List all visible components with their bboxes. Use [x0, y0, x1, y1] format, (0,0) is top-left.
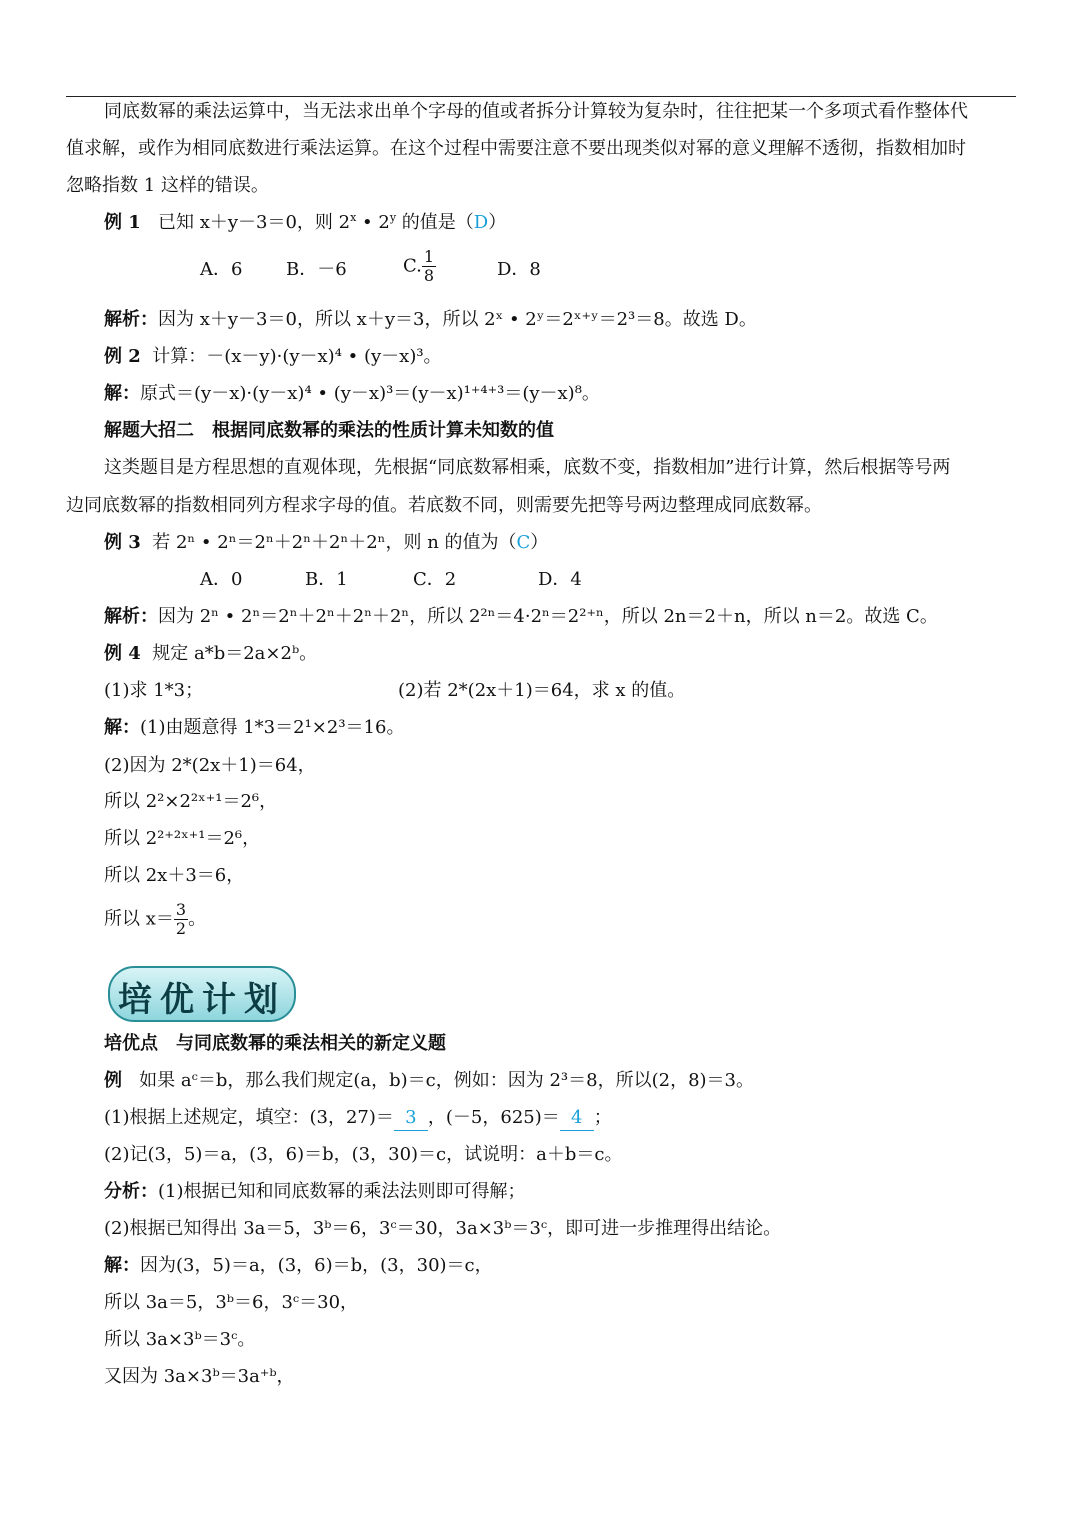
peiyou-solution-2: 所以 3a＝5，3ᵇ＝6，3ᶜ＝30，	[104, 1292, 359, 1313]
peiyou-heading: 培优点 与同底数幂的乘法相关的新定义题	[104, 1033, 446, 1054]
example-1-answer: D	[473, 212, 489, 233]
question-text-mid: ，(－5，625)＝	[427, 1107, 560, 1128]
solution-text: 因为(3，5)＝a，(3，6)＝b，(3，30)＝c，	[140, 1255, 493, 1276]
solution-text-end: 。	[188, 908, 207, 930]
solution-text: 因为 x＋y－3＝0，所以 x＋y＝3，所以 2ˣ • 2ʸ＝2ˣ⁺ʸ＝2³＝8。故选 D。	[158, 309, 757, 330]
example-3-question	[104, 531, 548, 555]
intro-line-2: 值求解，或作为相同底数进行乘法运算。在这个过程中需要注意不要出现类似对幂的意义理解不透彻，指数相加时	[66, 138, 966, 159]
peiyou-solution-4: 又因为 3a×3ᵇ＝3a⁺ᵇ，	[104, 1366, 295, 1387]
example-1-text: 已知 x＋y－3＝0，则 2	[157, 212, 351, 233]
example-4-solution-2: (2)因为 2*(2x＋1)＝64，	[104, 755, 316, 776]
solution-label: 解析：	[104, 606, 158, 627]
example-1-option-c	[403, 248, 436, 285]
peiyou-example-text: 如果 aᶜ＝b，那么我们规定(a，b)＝c，例如：因为 2³＝8，所以(2，8)＝3。	[139, 1070, 754, 1091]
example-2-solution	[104, 382, 600, 406]
example-3-label: 例 3	[104, 532, 141, 553]
example-3-text-end: ）	[530, 532, 549, 553]
peiyou-analysis-1	[104, 1180, 526, 1204]
example-3-option-a: A．0	[200, 569, 243, 590]
solution-label: 解：	[104, 1255, 140, 1276]
solution-label: 解：	[104, 383, 140, 404]
solution-text: 原式＝(y－x)·(y－x)⁴ • (y－x)³＝(y－x)¹⁺⁴⁺³＝(y－x)⁸。	[140, 383, 600, 404]
example-4-solution-3: 所以 2²×2²ˣ⁺¹＝2⁶，	[104, 791, 278, 812]
example-2-question	[104, 345, 442, 369]
example-1-solution	[104, 308, 757, 332]
example-1-text-end: ）	[488, 212, 507, 233]
example-1-option-c-label: C.	[403, 255, 422, 277]
example-2-label: 例 2	[104, 346, 141, 367]
method-2-line-2: 边同底数幂的指数相同列方程求字母的值。若底数不同，则需要先把等号两边整理成同底数幂。	[66, 495, 822, 516]
peiyou-banner-text: 培优计划	[118, 980, 286, 1020]
example-4-solution-1	[104, 716, 404, 740]
example-1-option-b: B．－6	[286, 259, 347, 280]
example-4-part-1: (1)求 1*3；	[104, 680, 204, 701]
peiyou-example	[104, 1069, 754, 1093]
solution-label: 解：	[104, 717, 140, 738]
example-4-text: 规定 a*b＝2a×2ᵇ。	[152, 643, 318, 664]
peiyou-banner	[108, 966, 296, 1022]
example-4-solution-5: 所以 2x＋3＝6，	[104, 865, 245, 886]
fraction-three-halves	[174, 901, 188, 938]
solution-text: 因为 2ⁿ • 2ⁿ＝2ⁿ＋2ⁿ＋2ⁿ＋2ⁿ，所以 2²ⁿ＝4·2ⁿ＝2²⁺ⁿ，所以 2n＝2＋n，所以 n＝2。故选 C。	[158, 606, 938, 627]
solution-text: (1)由题意得 1*3＝2¹×2³＝16。	[140, 717, 405, 738]
example-3-solution	[104, 605, 938, 629]
peiyou-solution-3: 所以 3a×3ᵇ＝3ᶜ。	[104, 1329, 256, 1350]
example-3-text: 若 2ⁿ • 2ⁿ＝2ⁿ＋2ⁿ＋2ⁿ＋2ⁿ，则 n 的值为（	[152, 532, 517, 553]
peiyou-question-2: (2)记(3，5)＝a，(3，6)＝b，(3，30)＝c，试说明：a＋b＝c。	[104, 1144, 623, 1165]
answer-blank-2: 4	[560, 1106, 594, 1131]
fraction-numerator: 1	[423, 247, 435, 266]
fraction-denominator: 8	[423, 266, 435, 285]
example-1-option-d: D．8	[497, 259, 541, 280]
solution-text: 所以 x＝	[104, 908, 174, 930]
fraction-one-eighth	[422, 248, 436, 285]
peiyou-solution-1	[104, 1254, 493, 1278]
peiyou-example-label: 例	[104, 1070, 122, 1091]
solution-label: 解析：	[104, 309, 158, 330]
answer-blank-1: 3	[394, 1106, 428, 1131]
example-1-question: 例 1 已知 x＋y－3＝0，则 2$^x$ • 2$^y$ 的值是（D）	[104, 211, 507, 233]
example-3-option-d: D．4	[538, 569, 582, 590]
peiyou-question-1	[104, 1106, 612, 1131]
example-2-text: 计算：－(x－y)·(y－x)⁴ • (y－x)³。	[152, 346, 442, 367]
method-2-heading: 解题大招二 根据同底数幂的乘法的性质计算未知数的值	[104, 420, 554, 441]
example-1-text-post: 的值是（	[396, 212, 474, 233]
example-3-answer: C	[516, 532, 531, 553]
example-4-solution-4: 所以 2²⁺²ˣ⁺¹＝2⁶，	[104, 828, 261, 849]
analysis-label: 分析：	[104, 1181, 158, 1202]
question-text: (1)根据上述规定，填空：(3，27)＝	[104, 1107, 394, 1128]
example-4-question	[104, 642, 317, 666]
intro-line-3: 忽略指数 1 这样的错误。	[66, 175, 269, 196]
intro-line-1: 同底数幂的乘法运算中，当无法求出单个字母的值或者拆分计算较为复杂时，往往把某一个多项式看作整体代	[104, 101, 968, 122]
example-3-option-c: C．2	[413, 569, 457, 590]
example-4-solution-6	[104, 901, 206, 938]
top-rule	[66, 96, 1016, 97]
example-4-label: 例 4	[104, 643, 141, 664]
fraction-denominator: 2	[175, 919, 187, 938]
example-3-option-b: B．1	[305, 569, 348, 590]
question-text-end: ；	[593, 1107, 612, 1128]
example-1-text-mid: • 2	[356, 212, 390, 233]
example-1-option-a: A．6	[200, 259, 243, 280]
method-2-line-1: 这类题目是方程思想的直观体现，先根据“同底数幂相乘，底数不变，指数相加”进行计算，然后根据等号两	[104, 457, 951, 478]
fraction-numerator: 3	[175, 900, 187, 919]
example-1-label: 例 1	[104, 212, 141, 233]
peiyou-analysis-2: (2)根据已知得出 3a＝5，3ᵇ＝6，3ᶜ＝30，3a×3ᵇ＝3ᶜ，即可进一步推理得出结论。	[104, 1218, 782, 1239]
example-4-part-2: (2)若 2*(2x＋1)＝64，求 x 的值。	[398, 680, 686, 701]
analysis-text: (1)根据已知和同底数幂的乘法法则即可得解；	[158, 1181, 526, 1202]
